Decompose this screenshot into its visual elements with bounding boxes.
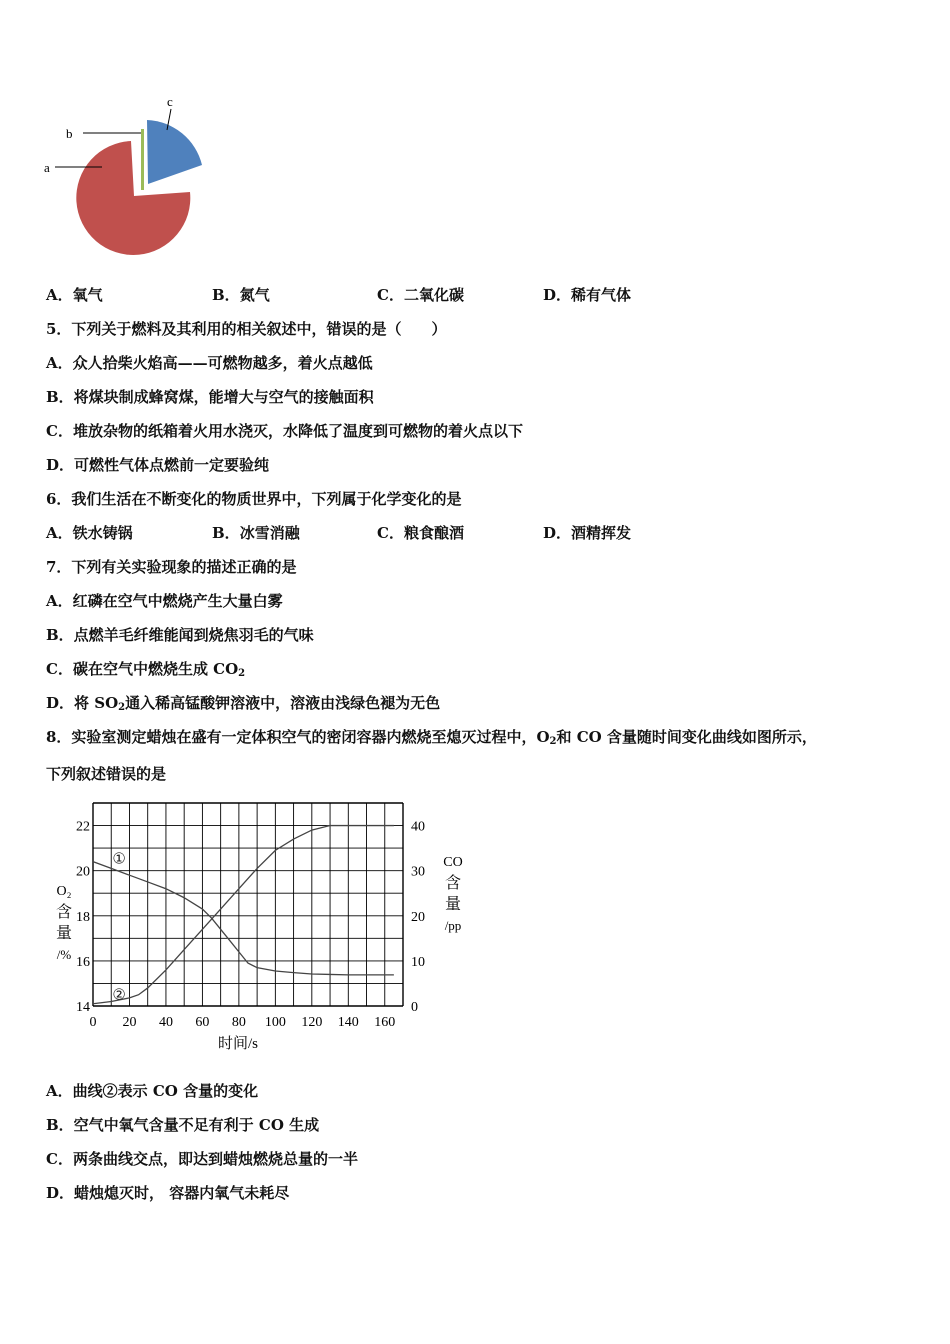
left-axis-label-top: O₂ — [56, 884, 72, 899]
x-tick-label: 160 — [374, 1015, 396, 1030]
stem-text: 和 CO 含量随时间变化曲线如图所示， — [556, 728, 817, 746]
option-letter: D． — [543, 286, 572, 304]
x-tick-label: 80 — [231, 1015, 246, 1030]
subscript: 2 — [549, 736, 557, 747]
option-letter: A． — [46, 524, 73, 542]
q8-stem — [46, 727, 817, 747]
option-text: 酒精挥发 — [571, 524, 632, 542]
q7-option-b[interactable]: B．点燃羊毛纤维能闻到烧焦羽毛的气味 — [46, 626, 314, 644]
pie-slice-b — [141, 129, 144, 190]
stem-text: 8．实验室测定蜡烛在盛有一定体积空气的密闭容器内燃烧至熄灭过程中，O — [46, 728, 550, 746]
chart-curves — [93, 826, 394, 1004]
q4-option-b[interactable] — [212, 285, 270, 305]
right-tick-label: 40 — [411, 819, 425, 835]
option-text: 粮食酿酒 — [403, 524, 464, 542]
q5-option-b[interactable]: B．将煤块制成蜂窝煤，能增大与空气的接触面积 — [46, 388, 374, 406]
q8-option-a[interactable]: A．曲线②表示 CO 含量的变化 — [46, 1082, 259, 1100]
curve-label-1: ① — [112, 851, 126, 868]
q6-stem: 6．我们生活在不断变化的物质世界中，下列属于化学变化的是 — [46, 490, 462, 508]
chart-grid — [93, 803, 403, 1006]
subscript: 2 — [118, 702, 126, 713]
q8-option-c[interactable]: C．两条曲线交点，即达到蜡烛燃烧总量的一半 — [46, 1150, 358, 1168]
left-axis-label-char: /% — [56, 947, 72, 962]
o2-co-line-chart — [40, 795, 480, 1060]
q6-option-b[interactable] — [212, 523, 300, 543]
right-axis-label-top: CO — [443, 855, 463, 870]
option-letter: D． — [543, 524, 572, 542]
pie-figure — [40, 92, 220, 267]
left-tick-label: 20 — [76, 864, 90, 880]
q5-option-c[interactable]: C．堆放杂物的纸箱着火用水浇灭，水降低了温度到可燃物的着火点以下 — [46, 422, 523, 440]
right-tick-label: 30 — [411, 864, 425, 880]
q7-option-c[interactable] — [46, 659, 245, 679]
x-tick-label: 120 — [301, 1015, 323, 1030]
right-tick-label: 20 — [411, 909, 425, 925]
x-tick-label: 100 — [264, 1015, 286, 1030]
q4-option-c[interactable] — [377, 285, 464, 305]
right-axis-label-char: 含 — [444, 875, 462, 892]
chart-axis-labels — [56, 855, 463, 1052]
option-letter: C． — [377, 286, 404, 304]
q7-option-d[interactable] — [46, 693, 440, 713]
q5-option-a[interactable]: A．众人拾柴火焰高——可燃物越多，着火点越低 — [46, 354, 373, 372]
x-tick-label: 40 — [158, 1015, 173, 1030]
option-text: 铁水铸锅 — [72, 524, 133, 542]
right-tick-label: 10 — [411, 954, 425, 970]
q4-option-a[interactable] — [46, 285, 103, 305]
option-text: 氧气 — [72, 286, 103, 304]
q4-option-d[interactable] — [543, 285, 631, 305]
option-letter: B． — [212, 286, 240, 304]
option-letter: A． — [46, 286, 73, 304]
x-axis-label: 时间/s — [217, 1036, 259, 1052]
left-tick-label: 22 — [76, 819, 90, 835]
option-text: 氮气 — [239, 286, 270, 304]
option-text: C．碳在空气中燃烧生成 CO — [46, 660, 239, 678]
x-tick-label: 60 — [195, 1015, 210, 1030]
option-text: 稀有气体 — [571, 286, 632, 304]
option-text: 冰雪消融 — [239, 524, 300, 542]
left-axis-label-char: 量 — [55, 925, 73, 942]
q6-option-a[interactable] — [46, 523, 133, 543]
q5-option-d[interactable]: D．可燃性气体点燃前一定要验纯 — [46, 456, 270, 474]
option-text: 二氧化碳 — [403, 286, 464, 304]
subscript: 2 — [238, 668, 246, 679]
left-tick-label: 18 — [76, 909, 90, 925]
q8-stem-line2: 下列叙述错误的是 — [46, 765, 167, 783]
x-tick-label: 0 — [89, 1015, 97, 1030]
pie-label-c: c — [167, 94, 173, 109]
q8-option-d[interactable]: D．蜡烛熄灭时， 容器内氧气未耗尽 — [46, 1184, 290, 1202]
series-line-1 — [93, 862, 394, 975]
left-axis-label-char: 含 — [55, 904, 73, 921]
option-letter: C． — [377, 524, 404, 542]
x-tick-label: 20 — [122, 1015, 137, 1030]
option-text: D．将 SO — [46, 694, 119, 712]
right-tick-label: 0 — [411, 1000, 418, 1015]
q7-option-a[interactable]: A．红磷在空气中燃烧产生大量白雾 — [46, 592, 283, 610]
pie-slice-c — [147, 120, 202, 184]
option-letter: B． — [212, 524, 240, 542]
right-axis-label-char: 量 — [444, 896, 462, 913]
series-line-2 — [93, 826, 394, 1004]
left-tick-label: 14 — [76, 1000, 90, 1015]
x-tick-label: 140 — [337, 1015, 359, 1030]
left-tick-label: 16 — [76, 954, 90, 970]
q6-option-c[interactable] — [377, 523, 464, 543]
pie-label-b: b — [66, 126, 73, 141]
q7-stem: 7．下列有关实验现象的描述正确的是 — [46, 558, 297, 576]
option-text: 通入稀高锰酸钾溶液中，溶液由浅绿色褪为无色 — [125, 694, 441, 712]
right-axis-label-char: /pp — [444, 918, 462, 933]
q8-option-b[interactable]: B．空气中氧气含量不足有利于 CO 生成 — [46, 1116, 320, 1134]
pie-label-a: a — [44, 160, 50, 175]
curve-label-2: ② — [112, 987, 126, 1004]
q6-option-d[interactable] — [543, 523, 631, 543]
q5-stem: 5．下列关于燃料及其利用的相关叙述中，错误的是（ ） — [46, 320, 447, 338]
